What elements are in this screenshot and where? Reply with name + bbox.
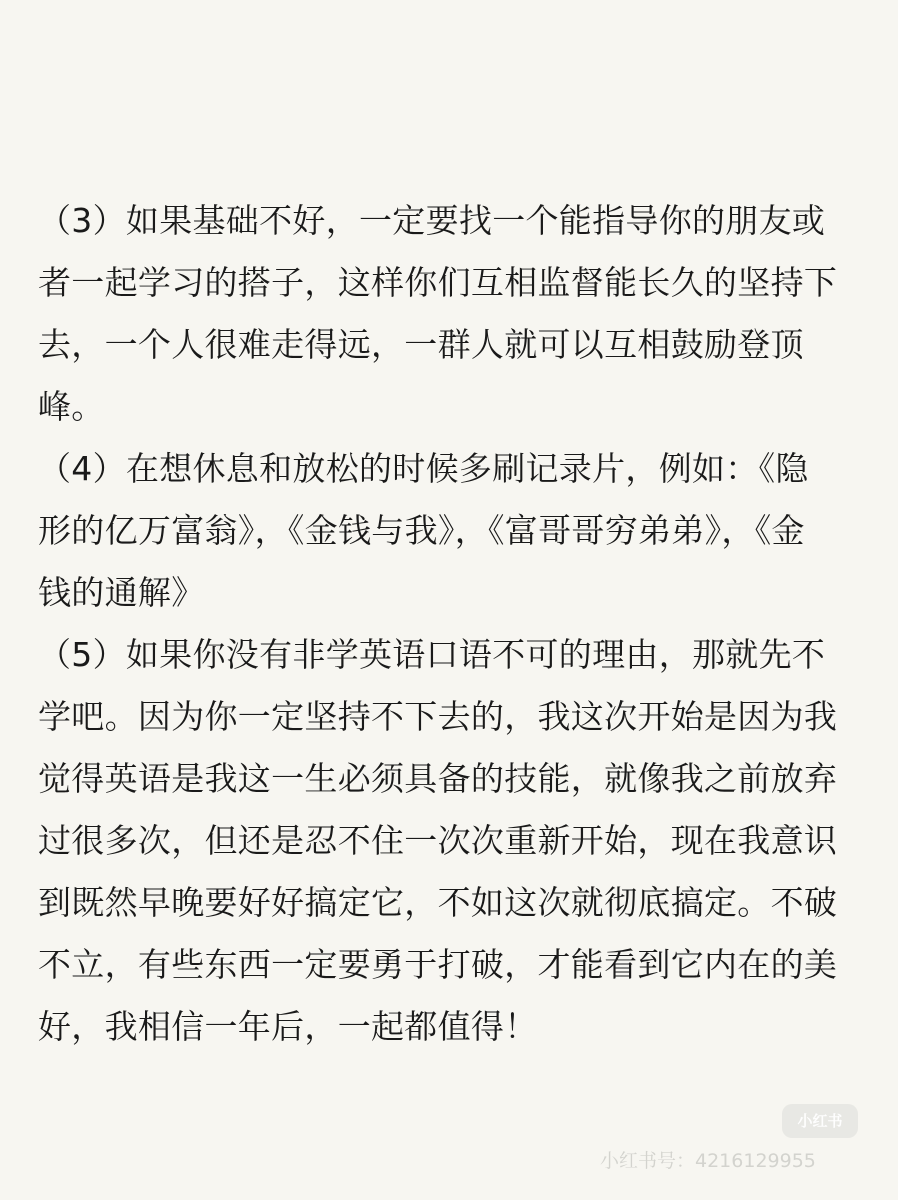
paragraph-4: （4）在想休息和放松的时候多刷记录片，例如：《隐形的亿万富翁》，《金钱与我》，《富哥哥穷弟弟》，《金钱的通解》 xyxy=(38,449,809,612)
article-body xyxy=(38,190,838,1058)
paragraph-3: （3）如果基础不好，一定要找一个能指导你的朋友或者一起学习的搭子，这样你们互相监督能长久的坚持下去，一个人很难走得远，一群人就可以互相鼓励登顶峰。 xyxy=(38,201,838,426)
paragraph-5: （5）如果你没有非学英语口语不可的理由，那就先不学吧。因为你一定坚持不下去的，我这次开始是因为我觉得英语是我这一生必须具备的技能，就像我之前放弃过很多次，但还是忍不住一次次重新开始，现在我意识到既然早晚要好好搞定它，不如这次就彻底搞定。不破不立，有些东西一定要勇于打破，才能看到它内在的美好，我相信一年后，一起都值得！ xyxy=(38,635,838,1046)
watermark-id: 小红书号：4216129955 xyxy=(600,1150,816,1172)
xiaohongshu-logo: 小红书 xyxy=(782,1104,858,1138)
